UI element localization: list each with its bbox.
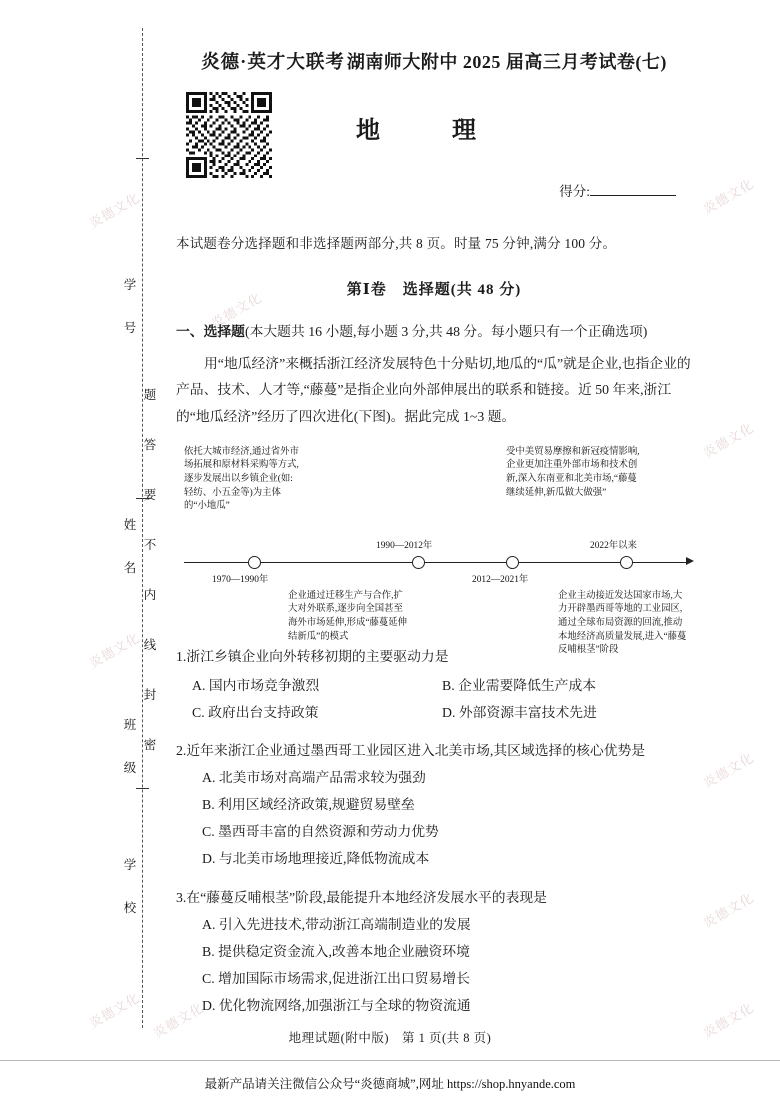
watermark: 炎德文化 <box>700 749 757 791</box>
option-list <box>176 673 692 727</box>
timeline-note-above-1: 依托大城市经济,通过省外市场拓展和原材料采购等方式,逐步发展出以乡镇企业(如:轻纺、小五金等)为主体的“小地瓜” <box>184 446 299 512</box>
timeline-node-label: 2022年以来 <box>590 540 637 551</box>
paper-title-row <box>176 48 692 74</box>
option-d[interactable]: D. 外部资源丰富技术先进 <box>442 704 597 720</box>
watermark: 炎德文化 <box>86 189 143 231</box>
binding-label-xian: 线 <box>142 638 156 660</box>
binding-column <box>96 28 166 1028</box>
question-number: 2. <box>176 743 187 759</box>
binding-label-ti: 题 <box>142 388 156 410</box>
promo-bar: 最新产品请关注微信公众号“炎德商城”,网址 https://shop.hnyande.com <box>0 1060 780 1105</box>
exam-instructions: 本试题卷分选择题和非选择题两部分,共 8 页。时量 75 分钟,满分 100 分。 <box>176 236 617 251</box>
qr-and-subject-row <box>176 92 692 188</box>
option-b[interactable]: B. 利用区域经济政策,规避贸易壁垒 <box>202 797 415 813</box>
part-one-heading <box>176 319 692 345</box>
question-item <box>176 885 692 1019</box>
watermark: 炎德文化 <box>700 889 757 931</box>
option-list <box>176 765 692 873</box>
part-one-heading-rest: (本大题共 16 小题,每小题 3 分,共 48 分。每小题只有一个正确选项) <box>244 324 648 339</box>
binding-label-nei: 内 <box>142 588 156 610</box>
binding-label-feng: 封 <box>142 688 156 710</box>
question-number: 1. <box>176 648 187 664</box>
question-text: 近年来浙江企业通过墨西哥工业园区进入北美市场,其区域选择的核心优势是 <box>186 743 646 759</box>
qr-code-icon <box>186 92 272 178</box>
score-label: 得分: <box>559 184 590 199</box>
brand-title: 炎德·英才大联考 <box>201 53 345 73</box>
binding-label-yao: 要 <box>142 488 156 510</box>
seal-tick <box>136 788 149 789</box>
question-text: 浙江乡镇企业向外转移初期的主要驱动力是 <box>186 648 449 664</box>
option-c[interactable]: C. 增加国际市场需求,促进浙江出口贸易增长 <box>202 970 470 986</box>
binding-label-da: 答 <box>142 438 156 460</box>
score-box <box>559 180 676 200</box>
paper-content <box>176 30 692 1019</box>
timeline-node <box>620 556 633 569</box>
watermark: 炎德文化 <box>700 175 757 217</box>
question-number: 3. <box>176 889 187 905</box>
option-a[interactable]: A. 引入先进技术,带动浙江高端制造业的发展 <box>202 916 471 932</box>
timeline-node-label: 2012—2021年 <box>472 574 529 585</box>
watermark: 炎德文化 <box>208 289 265 331</box>
page-title: 湖南师大附中 2025 届高三月考试卷(七) <box>346 52 667 72</box>
binding-label-mi: 密 <box>142 738 156 760</box>
subject-title: 地 理 <box>356 118 500 144</box>
watermark: 炎德文化 <box>700 999 757 1041</box>
option-c[interactable]: C. 墨西哥丰富的自然资源和劳动力优势 <box>202 824 439 840</box>
seal-tick <box>136 158 149 159</box>
option-b[interactable]: B. 提供稳定资金流入,改善本地企业融资环境 <box>202 943 470 959</box>
timeline-node <box>506 556 519 569</box>
binding-label-bu: 不 <box>142 538 156 560</box>
timeline-node <box>412 556 425 569</box>
option-d[interactable]: D. 与北美市场地理接近,降低物流成本 <box>202 851 430 867</box>
seal-dashed-line <box>142 28 143 1028</box>
section-title: 第Ⅰ卷 选择题(共 48 分) <box>346 282 522 298</box>
binding-label-student-id: 学 号 <box>122 278 136 343</box>
option-a[interactable]: A. 北美市场对高端产品需求较为强劲 <box>202 770 426 786</box>
timeline-node-label: 1970—1990年 <box>212 574 269 585</box>
watermark: 炎德文化 <box>86 989 143 1031</box>
timeline-note-below-2: 企业主动接近发达国家市场,大力开辟墨西哥等地的工业园区,通过全球布局资源的回流,推动本地经济高质量发展,进入“藤蔓反哺根茎”阶段 <box>558 590 687 656</box>
option-list <box>176 912 692 1020</box>
binding-label-class: 班 级 <box>122 718 136 783</box>
question-item <box>176 738 692 872</box>
watermark: 炎德文化 <box>700 419 757 461</box>
timeline-node <box>248 556 261 569</box>
watermark: 炎德文化 <box>86 629 143 671</box>
question-text: 在“藤蔓反哺根茎”阶段,最能提升本地经济发展水平的表现是 <box>186 889 547 905</box>
binding-label-name: 姓 名 <box>122 518 136 583</box>
option-d[interactable]: D. 优化物流网络,加强浙江与全球的物资流通 <box>202 997 471 1013</box>
page-footer: 地理试题(附中版) 第 1 页(共 8 页) <box>288 1031 492 1045</box>
timeline-note-below-1: 企业通过迁移生产与合作,扩大对外联系,逐步向全国甚至海外市场延伸,形成“藤蔓延伸结新瓜”的模式 <box>288 590 408 642</box>
timeline-arrow-icon <box>686 557 694 565</box>
score-blank-line <box>590 183 676 196</box>
option-b[interactable]: B. 企业需要降低生产成本 <box>442 677 597 693</box>
option-c[interactable]: C. 政府出台支持政策 <box>192 704 319 720</box>
timeline-node-label: 1990—2012年 <box>376 540 433 551</box>
part-one-heading-bold: 一、选择题 <box>176 324 245 339</box>
question-stem <box>176 738 692 765</box>
question-stem <box>176 885 692 912</box>
reading-passage: 用“地瓜经济”来概括浙江经济发展特色十分贴切,地瓜的“瓜”就是企业,也指企业的产品、技术、人才等,“藤蔓”是指企业向外部伸展出的联系和链接。近 50 年来,浙江的“地瓜经济”经历了四次进化(下图)。据此完成 1~3 题。 <box>176 356 691 424</box>
watermark: 炎德文化 <box>150 999 207 1041</box>
option-a[interactable]: A. 国内市场竞争激烈 <box>192 677 320 693</box>
timeline-note-above-2: 受中美贸易摩擦和新冠疫情影响,企业更加注重外部市场和技术创新,深入东南亚和北美市场,“藤蔓继续延伸,新瓜做大做强” <box>506 446 640 498</box>
binding-label-school: 学 校 <box>122 858 136 923</box>
